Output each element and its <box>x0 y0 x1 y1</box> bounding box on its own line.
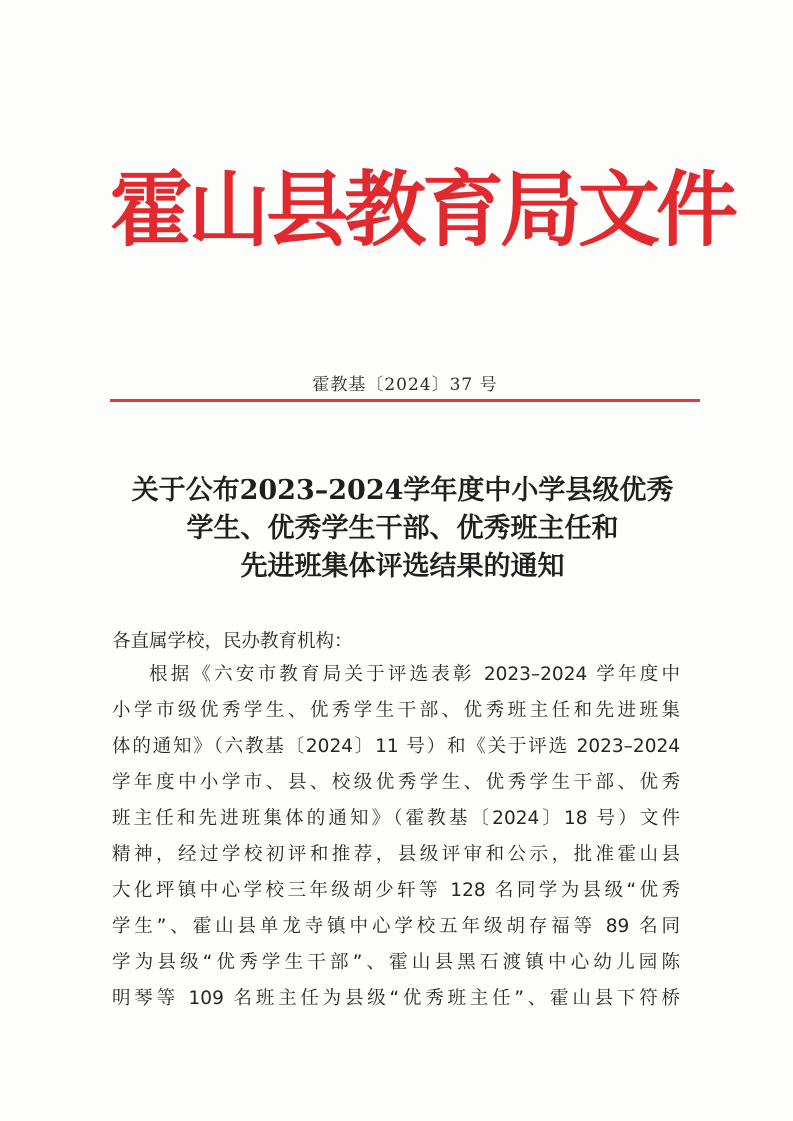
body-line: 学生”、霍山县单龙寺镇中心学校五年级胡存福等 89 名同 <box>112 916 680 937</box>
body-paragraph <box>112 657 680 1017</box>
body-line: 学为县级“优秀学生干部”、霍山县黑石渡镇中心幼儿园陈 <box>112 952 680 973</box>
notice-title <box>100 472 705 586</box>
body-line: 精神，经过学校初评和推荐，县级评审和公示，批准霍山县 <box>112 844 680 865</box>
body-line: 学年度中小学市、县、校级优秀学生、优秀学生干部、优秀 <box>112 772 680 793</box>
body-line: 班主任和先进班集体的通知》（霍教基〔2024〕18 号）文件 <box>112 808 680 829</box>
body-line: 体的通知》（六教基〔2024〕11 号）和《关于评选 2023–2024 <box>112 736 680 757</box>
notice-title-line: 关于公布2023–2024学年度中小学县级优秀 <box>131 475 674 506</box>
notice-title-line: 先进班集体评选结果的通知 <box>240 551 565 582</box>
salutation: 各直属学校，民办教育机构： <box>112 631 353 652</box>
notice-title-line: 学生、优秀学生干部、优秀班主任和 <box>186 513 619 544</box>
body-line: 根据《六安市教育局关于评选表彰 2023–2024 学年度中 <box>149 664 680 685</box>
body-line: 大化坪镇中心学校三年级胡少轩等 128 名同学为县级“优秀 <box>112 880 680 901</box>
red-divider-line <box>110 399 700 402</box>
body-line: 小学市级优秀学生、优秀学生干部、优秀班主任和先进班集 <box>112 700 680 721</box>
document-header-title: 霍山县教育局文件 <box>110 162 735 258</box>
body-line: 明琴等 109 名班主任为县级“优秀班主任”、霍山县下符桥 <box>112 988 680 1009</box>
document-number: 霍教基〔2024〕37 号 <box>312 375 498 395</box>
